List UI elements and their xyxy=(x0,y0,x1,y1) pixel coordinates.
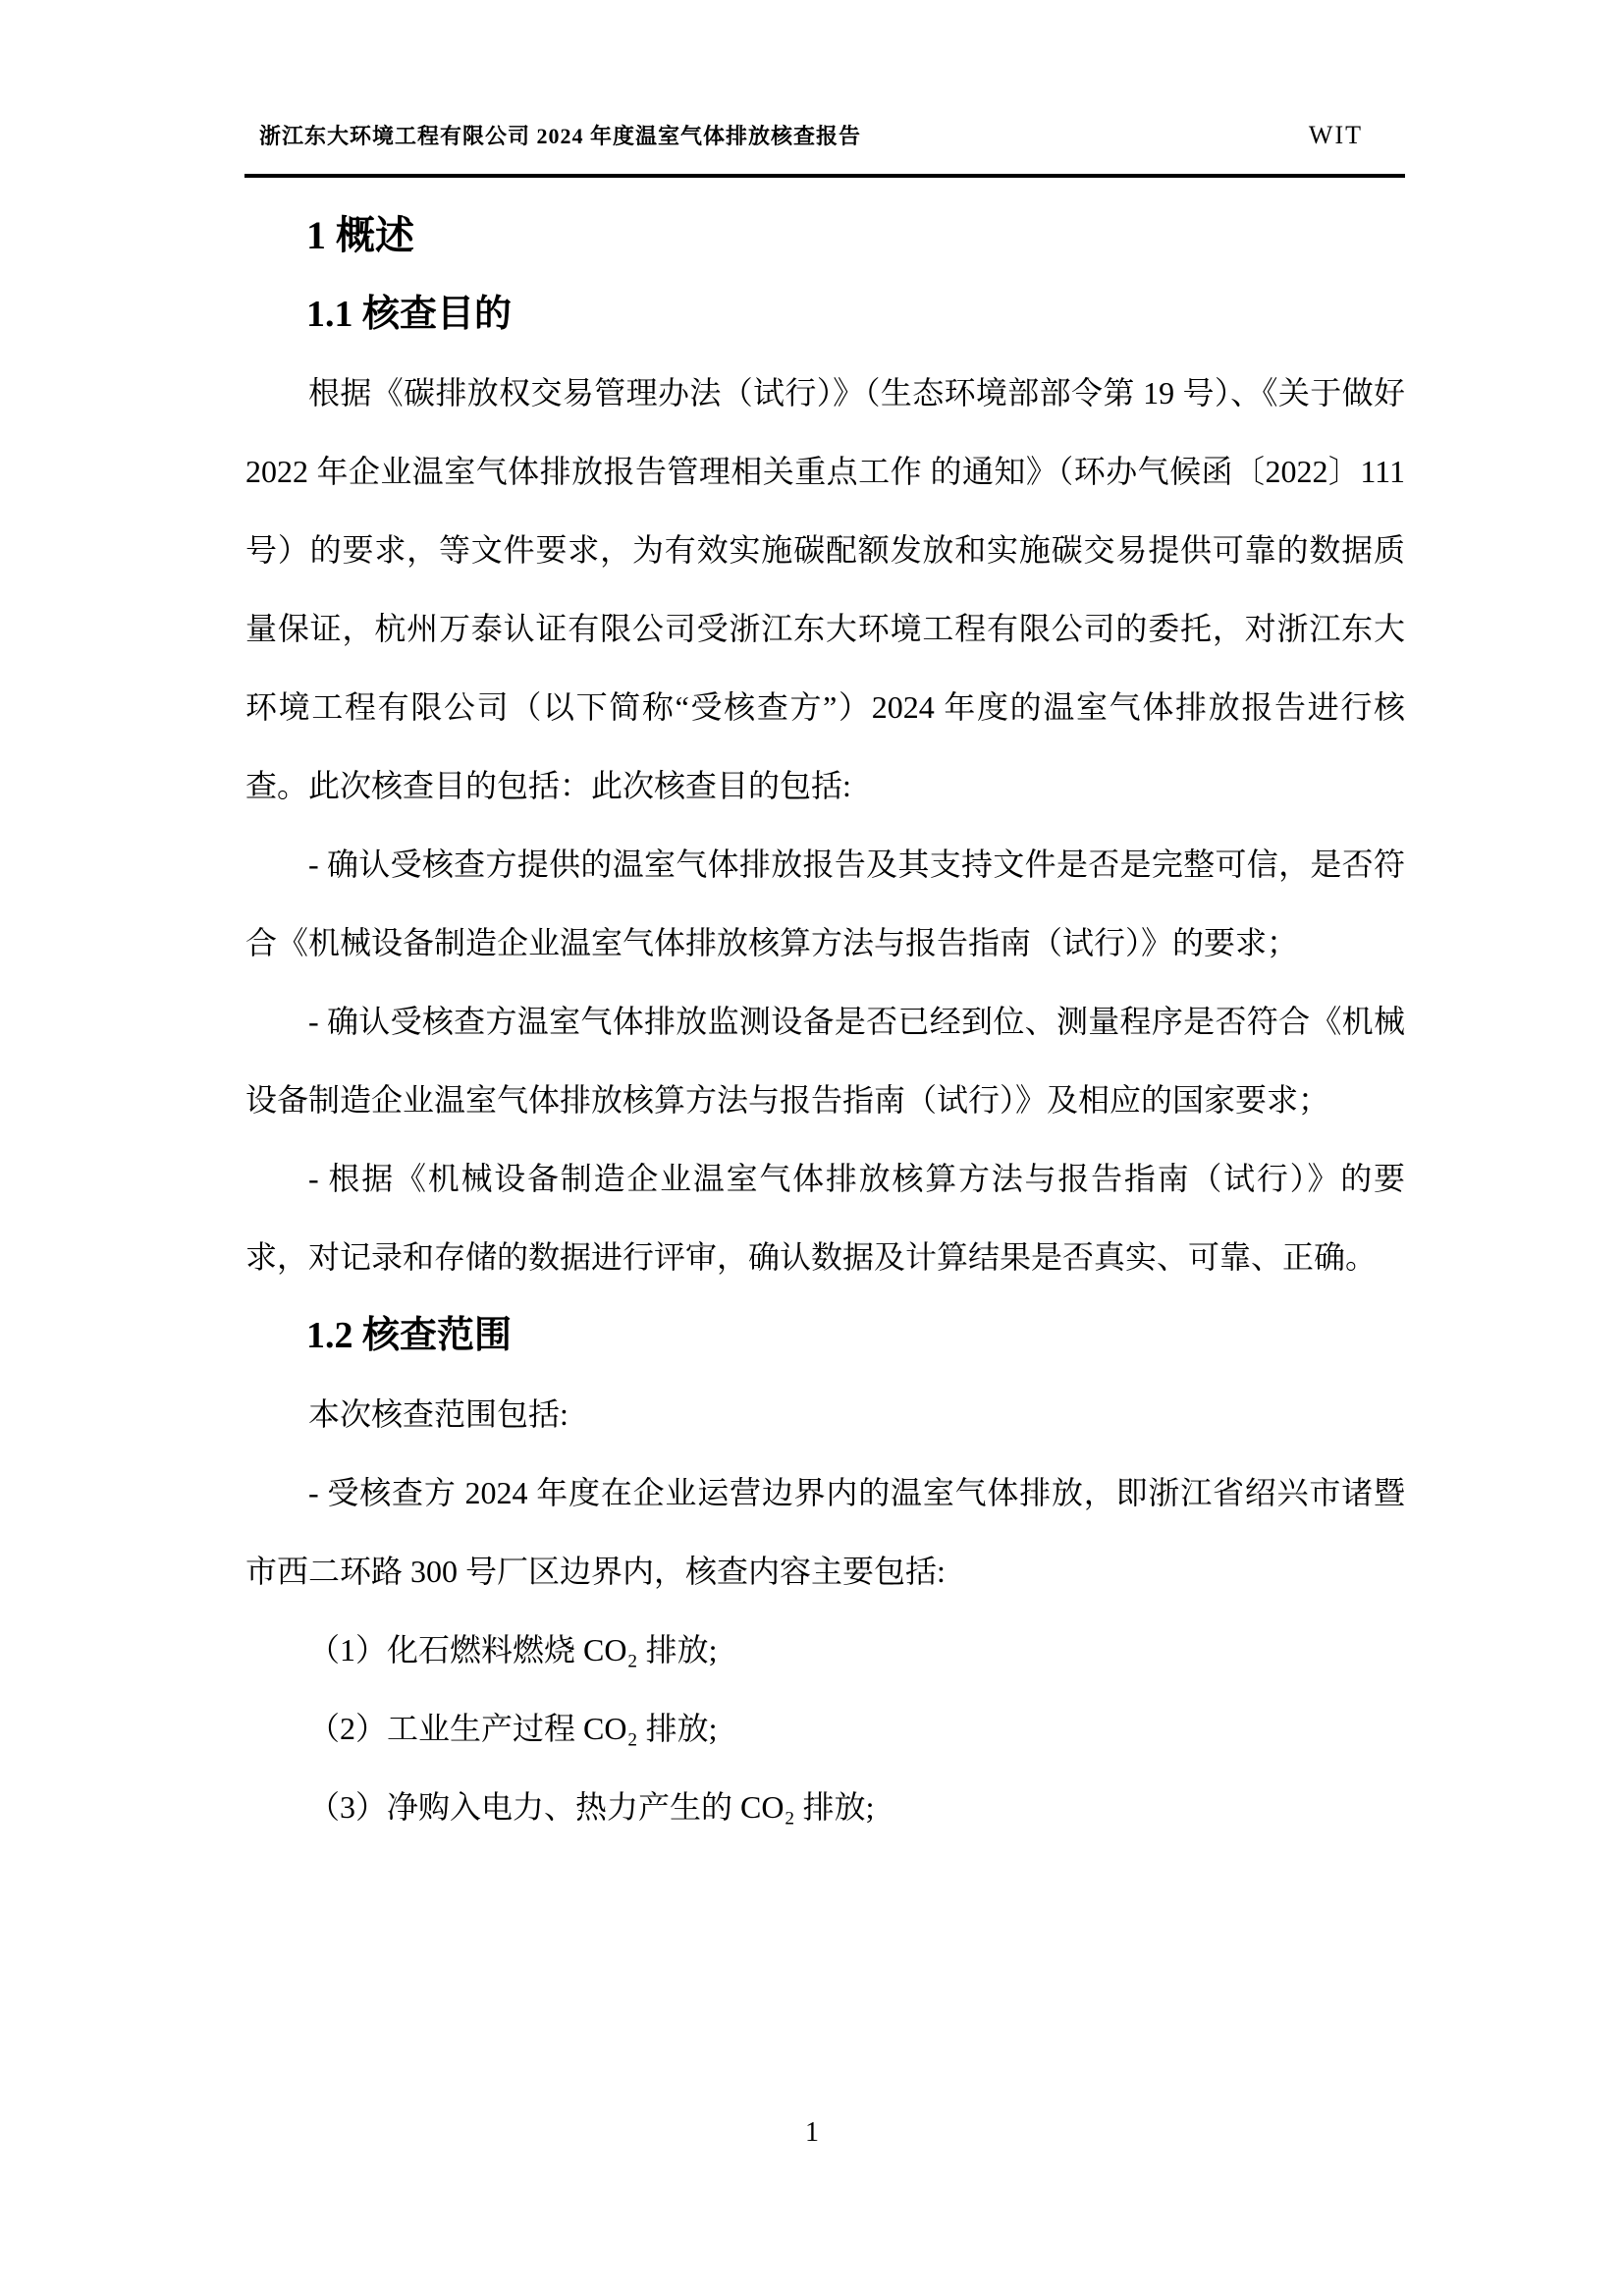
header-document-title: 浙江东大环境工程有限公司 2024 年度温室气体排放核查报告 xyxy=(259,124,862,148)
page-number: 1 xyxy=(805,2117,819,2148)
bullet-paragraph-operation-boundary: - 受核查方 2024 年度在企业运营边界内的温室气体排放，即浙江省绍兴市诸暨市西二环路 300 号厂区边界内，核查内容主要包括: xyxy=(245,1475,1405,1589)
list-item-purchased-electricity-heat-emission: （3）净购入电力、热力产生的 CO₂ 排放; xyxy=(308,1789,875,1825)
page-footer xyxy=(0,2117,1624,2149)
paragraph-scope-intro: 本次核查范围包括: xyxy=(308,1396,568,1432)
bullet-paragraph-report-completeness: - 确认受核查方提供的温室气体排放报告及其支持文件是否是完整可信，是否符合《机械设备制造企业温室气体排放核算方法与报告指南（试行）》的要求； xyxy=(245,847,1405,960)
paragraph-verification-purpose: 根据《碳排放权交易管理办法（试行）》（生态环境部部令第 19 号）、《关于做好 2022 年企业温室气体排放报告管理相关重点工作 的通知》（环办气候函〔2022〕111 号）的要求，等文件要求，为有效实施碳配额发放和实施碳交易提供可靠的数据质量保证，杭州万泰认证有限公司受浙江东大环境工程有限公司的委托，对浙江东大环境工程有限公司（以下简称“受核查方”）2024 年度的温室气体排放报告进行核查。此次核查目的包括：此次核查目的包括: xyxy=(245,375,1405,803)
header-divider-rule xyxy=(244,174,1405,178)
chapter-heading: 1 概述 xyxy=(306,213,414,257)
bullet-paragraph-data-review: - 根据《机械设备制造企业温室气体排放核算方法与报告指南（试行）》的要求，对记录和存储的数据进行评审，确认数据及计算结果是否真实、可靠、正确。 xyxy=(245,1161,1405,1275)
document-body xyxy=(245,196,1405,1846)
section-heading-1-1: 1.1 核查目的 xyxy=(306,294,513,335)
header-logo-text: WIT xyxy=(1308,121,1363,149)
list-item-fossil-fuel-emission: （1）化石燃料燃烧 CO₂ 排放; xyxy=(308,1632,718,1667)
bullet-paragraph-monitoring-equipment: - 确认受核查方温室气体排放监测设备是否已经到位、测量程序是否符合《机械设备制造企业温室气体排放核算方法与报告指南（试行）》及相应的国家要求； xyxy=(245,1004,1405,1118)
section-heading-1-2: 1.2 核查范围 xyxy=(306,1315,513,1356)
page-header xyxy=(245,120,1406,150)
list-item-industrial-process-emission: （2）工业生产过程 CO₂ 排放; xyxy=(308,1711,718,1746)
